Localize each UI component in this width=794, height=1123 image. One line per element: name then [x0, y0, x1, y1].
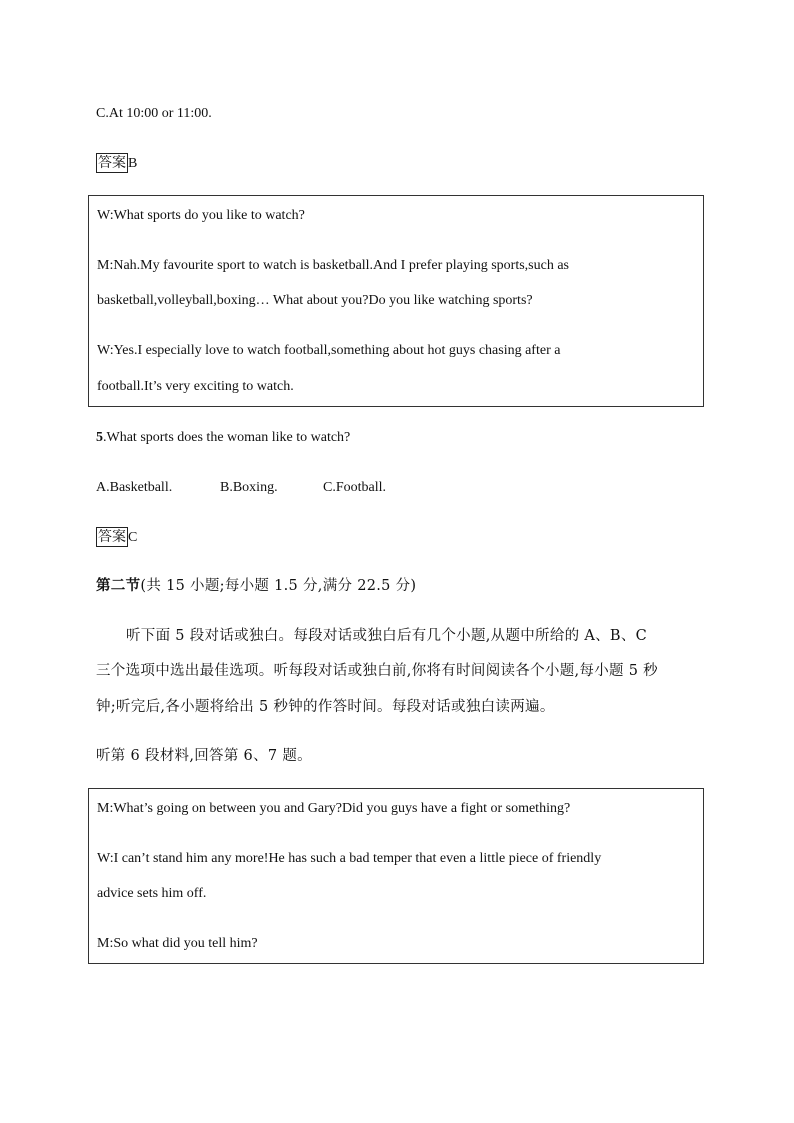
- transcript-line: W:What sports do you like to watch?: [97, 208, 305, 223]
- dialog-transcript-box-2: [88, 788, 704, 964]
- transcript-line: M:So what did you tell him?: [97, 936, 258, 951]
- q5-question-text: .What sports does the woman like to watch?: [103, 430, 351, 445]
- section-title: 第二节: [96, 577, 141, 594]
- section-instruction: 三个选项中选出最佳选项。听每段对话或独白前,你将有时间阅读各个小题,每小题 5 秒: [96, 663, 658, 679]
- q5-answer-line: [96, 527, 137, 548]
- transcript-line: M:Nah.My favourite sport to watch is basketball.And I prefer playing sports,such as: [97, 258, 570, 273]
- section-subtitle: (共 15 小题;每小题 1.5 分,满分 22.5 分): [140, 578, 417, 594]
- q5-option-b: B.Boxing.: [220, 480, 278, 495]
- q4-option-c: C.At 10:00 or 11:00.: [96, 106, 212, 121]
- section-instruction: 钟;听完后,各小题将给出 5 秒钟的作答时间。每段对话或独白读两遍。: [96, 699, 555, 715]
- section-heading: [96, 576, 416, 596]
- material-instruction: 听第 6 段材料,回答第 6、7 题。: [96, 748, 312, 764]
- q5-option-a: A.Basketball.: [96, 480, 173, 495]
- answer-tag: 答案: [98, 529, 126, 545]
- answer-tag: 答案: [98, 155, 126, 171]
- q5-answer: C: [128, 530, 138, 545]
- q4-answer-line: [96, 153, 137, 174]
- transcript-line: M:What’s going on between you and Gary?Did you guys have a fight or something?: [97, 801, 571, 816]
- q4-answer: B: [128, 156, 138, 171]
- transcript-line: basketball,volleyball,boxing… What about you?Do you like watching sports?: [97, 293, 533, 308]
- transcript-line: W:Yes.I especially love to watch football,something about hot guys chasing after a: [97, 343, 561, 358]
- q5-option-c: C.Football.: [323, 480, 387, 495]
- transcript-line: W:I can’t stand him any more!He has such a bad temper that even a little piece of friendly: [97, 851, 602, 866]
- q5-options: [96, 478, 386, 498]
- transcript-line: advice sets him off.: [97, 886, 207, 901]
- q5-question: [96, 428, 350, 448]
- dialog-transcript-box-1: [88, 195, 704, 407]
- q5-number: 5: [96, 430, 103, 445]
- section-instruction: 听下面 5 段对话或独白。每段对话或独白后有几个小题,从题中所给的 A、B、C: [126, 628, 648, 644]
- transcript-line: football.It’s very exciting to watch.: [97, 379, 294, 394]
